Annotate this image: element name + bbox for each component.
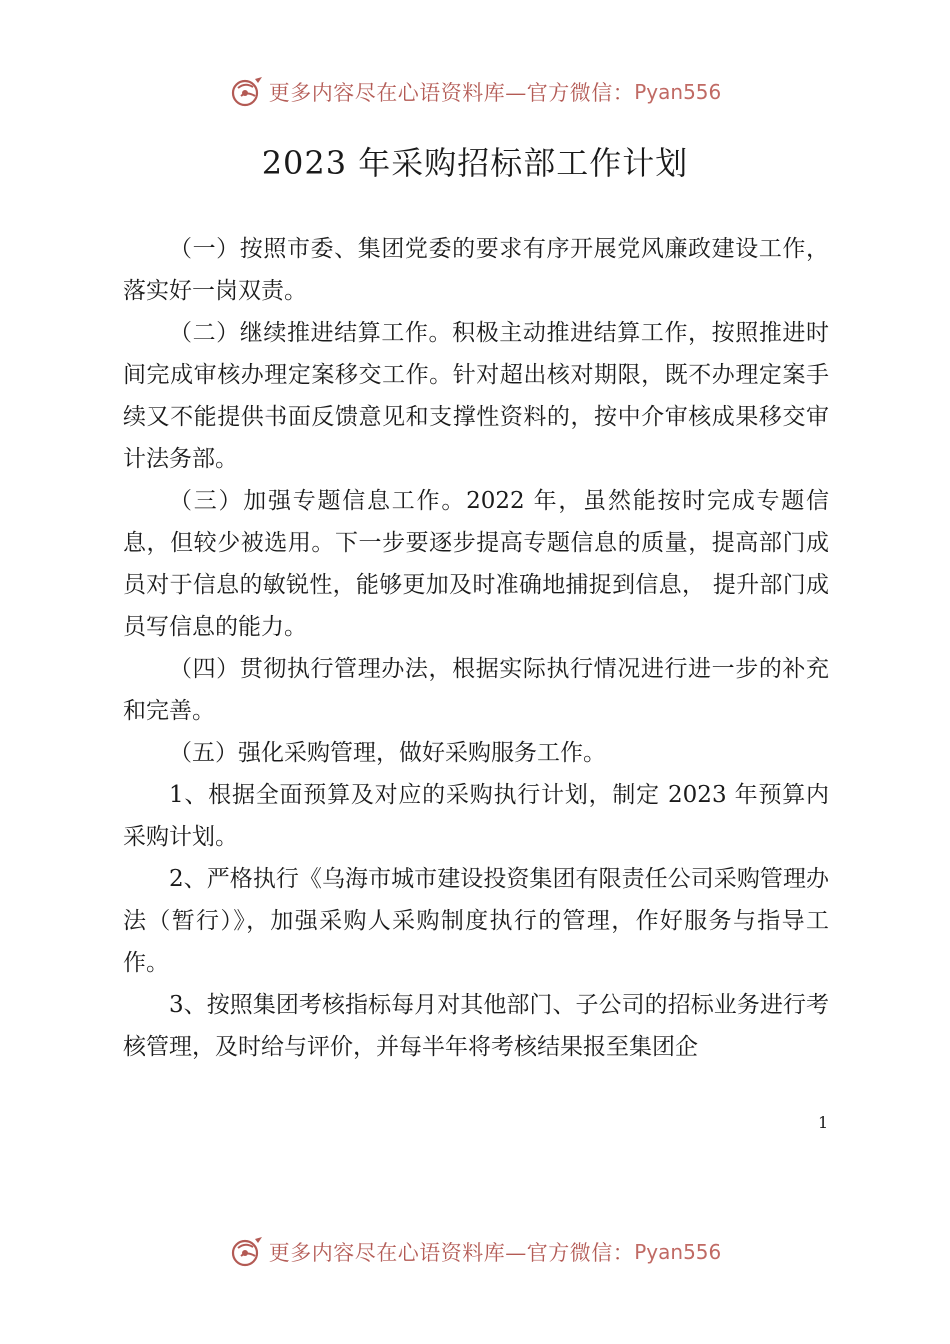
watermark-text: 更多内容尽在心语资料库—官方微信： [268,1241,635,1265]
paragraph-5: （五）强化采购管理，做好采购服务工作。 [169,740,606,766]
paragraph-2: （二）继续推进结算工作。积极主动推进结算工作，按照推进时间完成审核办理定案移交工作。针对超出核对期限，既不办理定案手续又不能提供书面反馈意见和支撑性资料的，按中介审核成果移交审计法务部。 [123,320,829,472]
footer-watermark [0,1232,950,1272]
watermark-code: Pyan556 [634,1240,722,1264]
paragraph-6: 1、根据全面预算及对应的采购执行计划，制定 2023 年预算内采购计划。 [123,782,829,850]
paragraph-7: 2、严格执行《乌海市城市建设投资集团有限责任公司采购管理办法（暂行）》，加强采购人采购制度执行的管理，作好服务与指导工作。 [123,866,829,976]
watermark-code: Pyan556 [634,80,722,104]
watermark-text: 更多内容尽在心语资料库—官方微信： [268,81,635,105]
page-number: 1 [818,1113,829,1132]
header-watermark [0,72,950,112]
paragraph-1: （一）按照市委、集团党委的要求有序开展党风廉政建设工作，落实好一岗双责。 [123,236,829,304]
document-title: 2023 年采购招标部工作计划 [261,144,689,182]
paragraph-3: （三）加强专题信息工作。2022 年，虽然能按时完成专题信息，但较少被选用。下一步要逐步提高专题信息的质量，提高部门成员对于信息的敏锐性，能够更加及时准确地捕捉到信息， 提升部门成员写信息的能力。 [123,488,829,640]
paragraph-8: 3、按照集团考核指标每月对其他部门、子公司的招标业务进行考核管理，及时给与评价，并每半年将考核结果报至集团企 [123,992,829,1060]
watermark-logo-icon [229,1234,265,1270]
watermark-logo-icon [229,74,265,110]
paragraph-4: （四）贯彻执行管理办法，根据实际执行情况进行进一步的补充和完善。 [123,656,829,724]
document-body [123,228,829,1068]
